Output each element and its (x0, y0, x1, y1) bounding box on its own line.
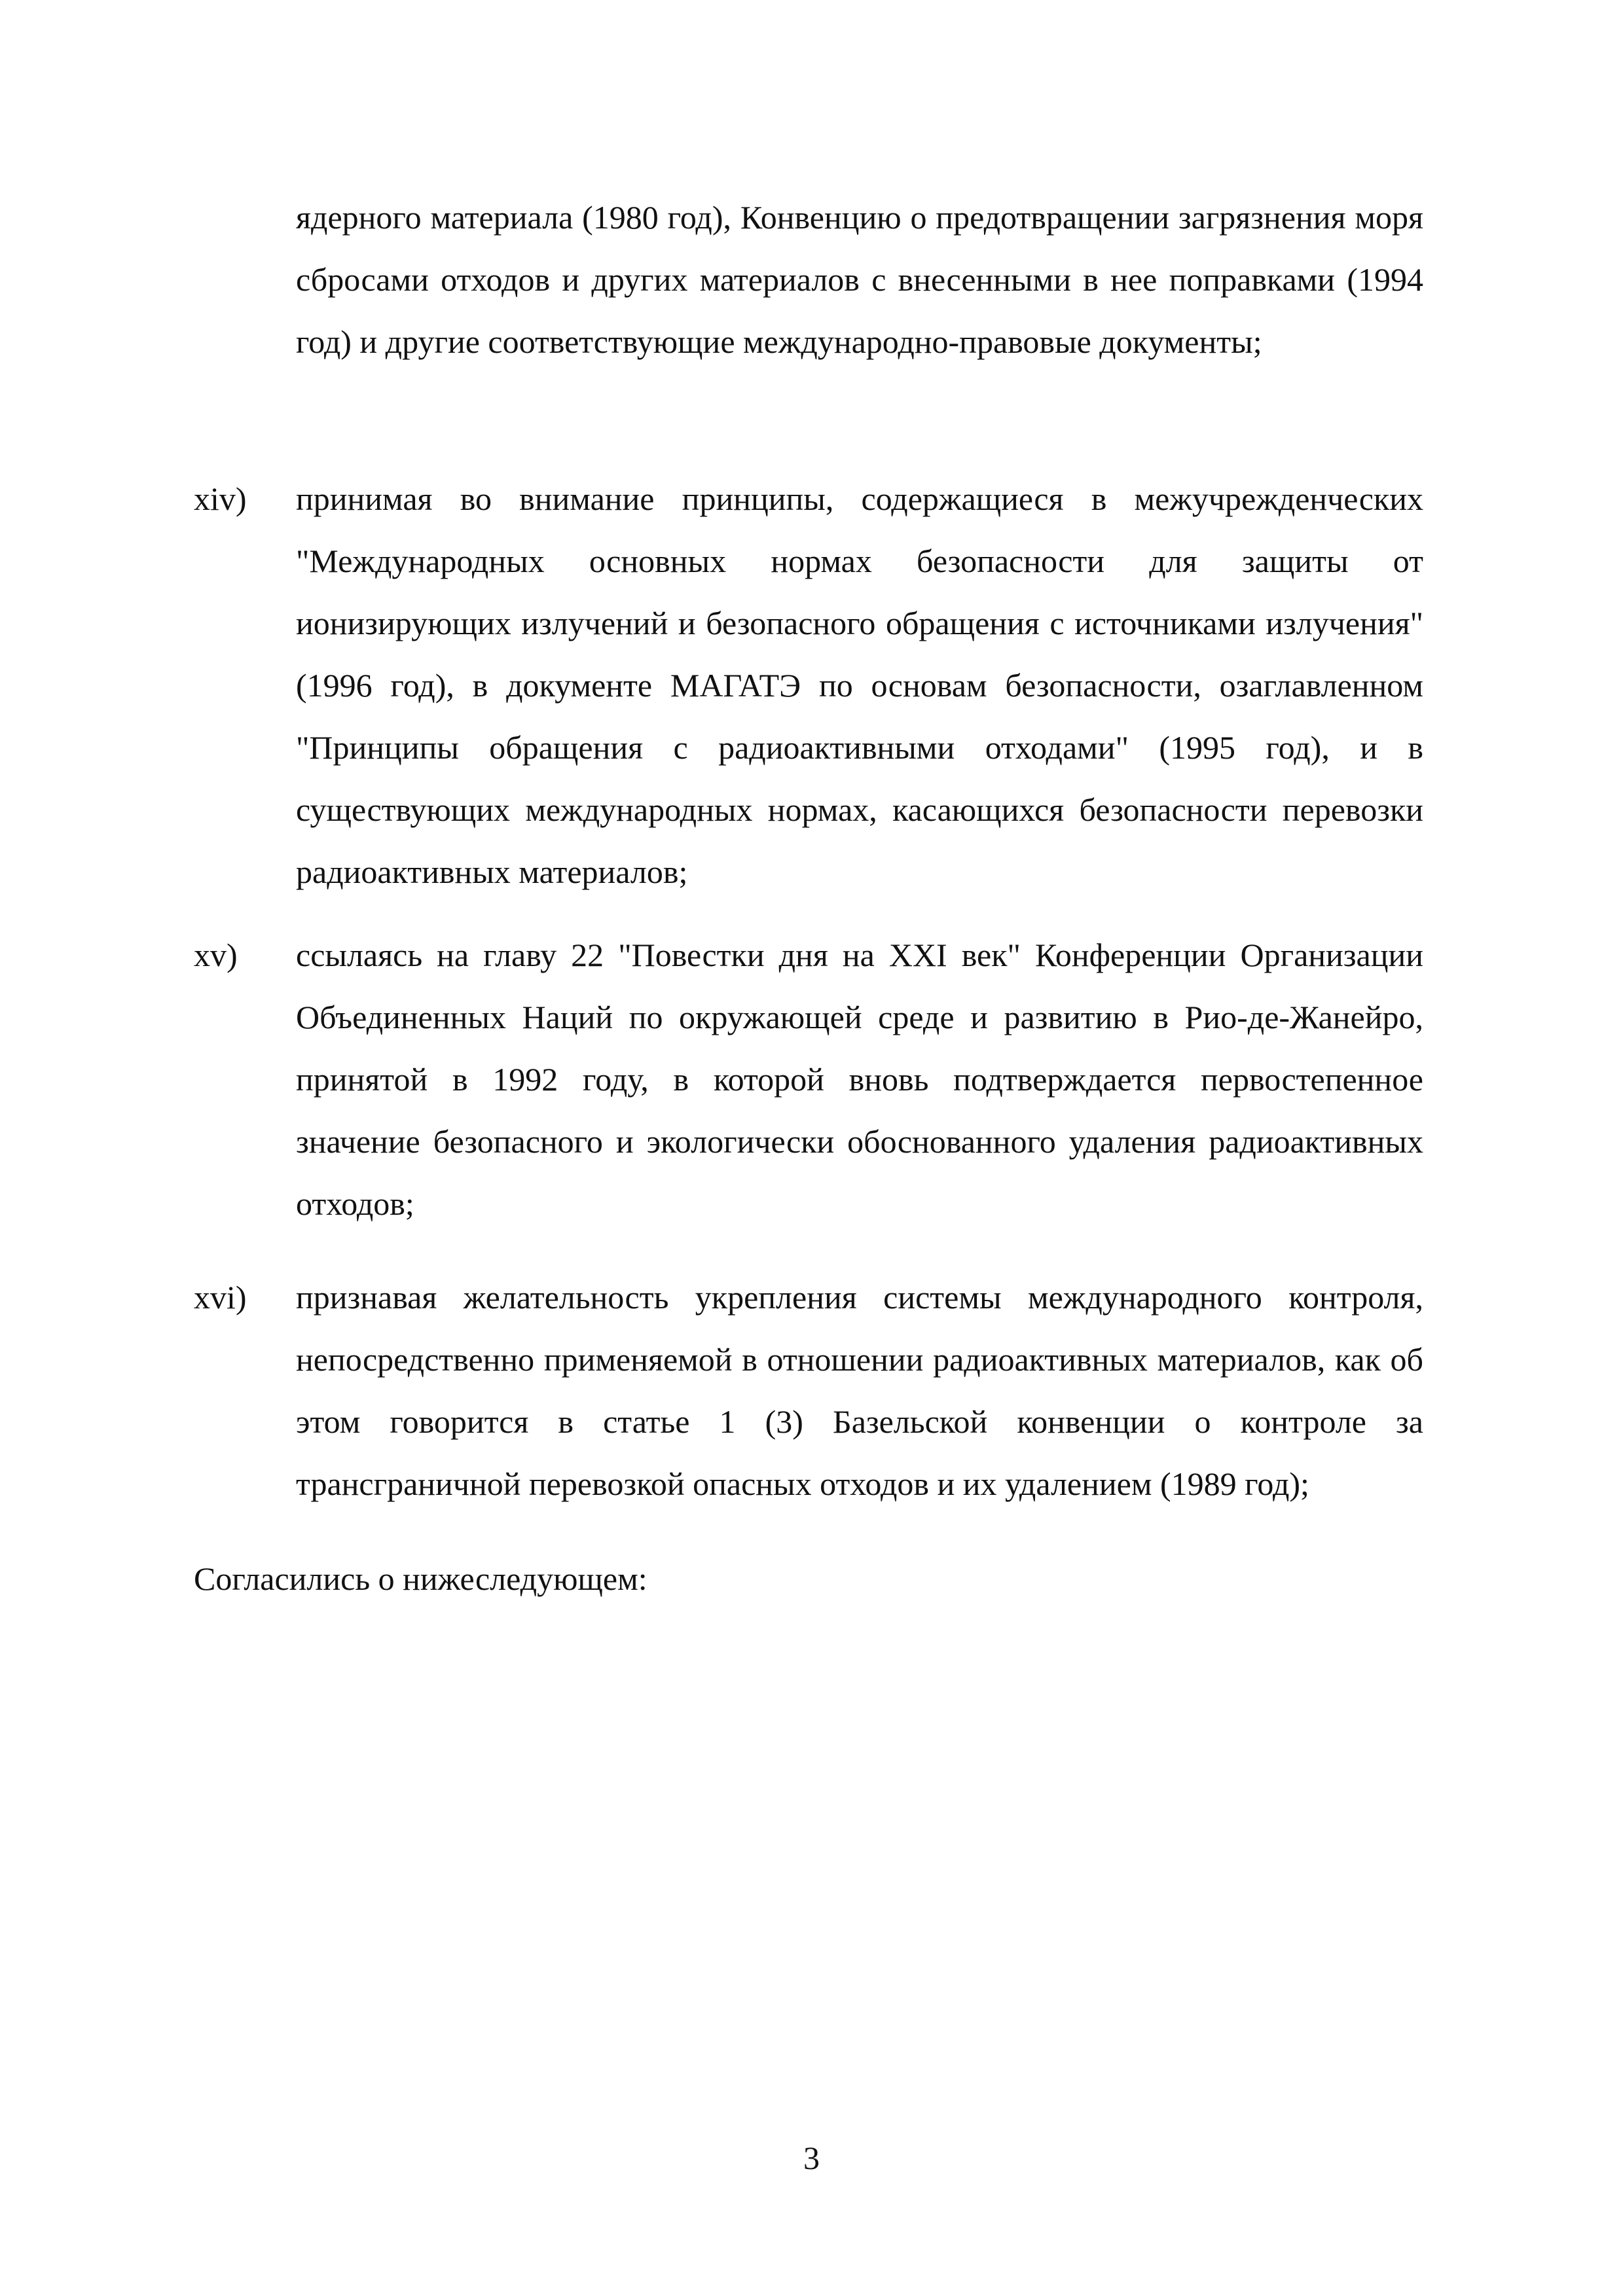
item-paragraph-xvi: признавая желательность укрепления системы международного контроля, непосредственно применяемой в отношении радиоактивных материалов, как об этом говорится в статье 1 (3) Базельской конвенции о контроле за трансграничной перевозкой опасных отходов и их удалением (1989 год); (296, 1279, 1423, 1502)
item-paragraph-xiv: принимая во внимание принципы, содержащиеся в межучрежденческих "Международных основных нормах безопасности для защиты от ионизирующих излучений и безопасного обращения с источниками излучения" (1996 год), в документе МАГАТЭ по основам безопасности, озаглавленном "Принципы обращения с радиоактивными отходами" (1995 год), и в существующих международных нормах, касающихся безопасности перевозки радиоактивных материалов; (296, 480, 1423, 890)
item-paragraph-xv: ссылаясь на главу 22 "Повестки дня на XXI век" Конференции Организации Объединенных Наций по окружающей среде и развитию в Рио-де-Жанейро, принятой в 1992 году, в которой вновь подтверждается первостепенное значение безопасного и экологически обоснованного удаления радиоактивных отходов; (296, 937, 1423, 1222)
item-marker-xvi: xvi) (194, 1279, 247, 1316)
page-number: 3 (803, 2140, 820, 2176)
continuation-paragraph: ядерного материала (1980 год), Конвенцию о предотвращении загрязнения моря сбросами отходов и других материалов с внесенными в нее поправками (1994 год) и другие соответствующие международно-правовые документы; (296, 199, 1423, 360)
item-marker-xiv: xiv) (194, 480, 247, 517)
item-marker-xv: xv) (194, 937, 238, 973)
closing-statement: Согласились о нижеследующем: (194, 1560, 647, 1597)
